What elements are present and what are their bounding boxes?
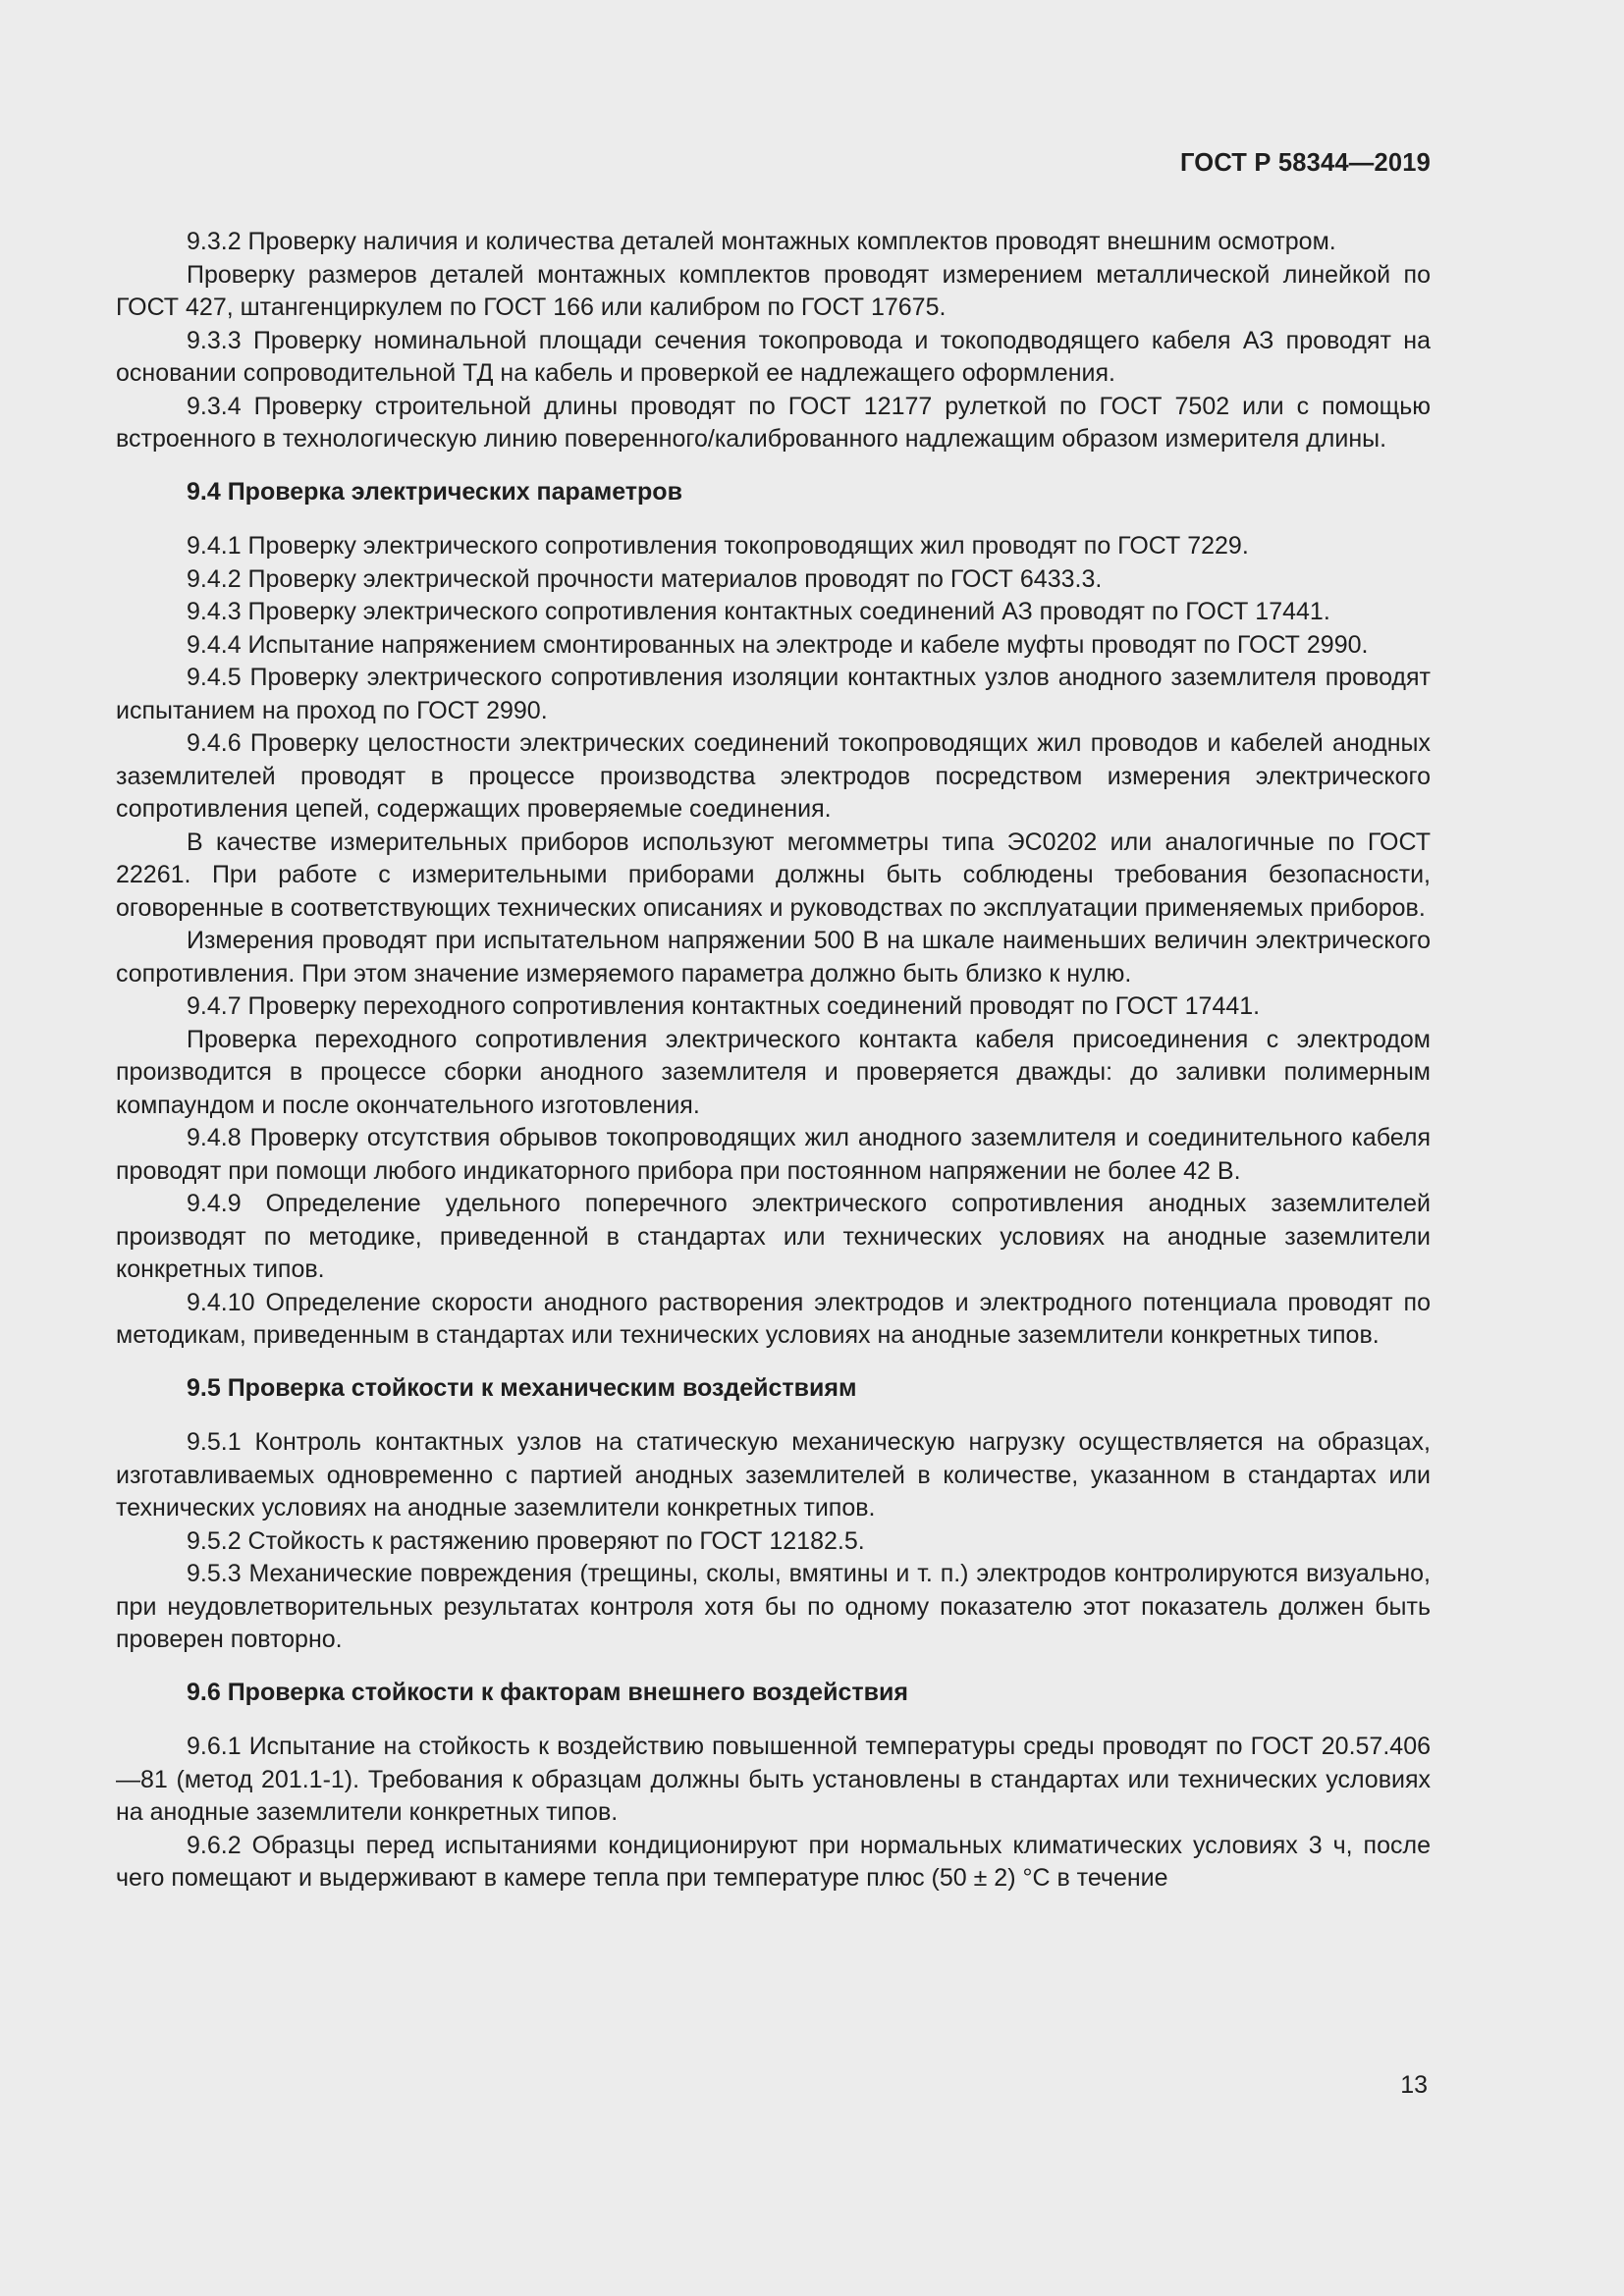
- paragraph-9-4-9: 9.4.9 Определение удельного поперечного электрического сопротивления анодных заземлителей производят по методике, приведенной в стандартах или технических условиях на анодные заземлители конкретных типов.: [116, 1190, 1431, 1283]
- paragraph-9-4-2: 9.4.2 Проверку электрической прочности материалов проводят по ГОСТ 6433.3.: [187, 564, 1103, 593]
- paragraph-9-4-4: 9.4.4 Испытание напряжением смонтированных на электроде и кабеле муфты проводят по ГОСТ 2990.: [187, 630, 1369, 659]
- paragraph-9-4-6-measurements: Измерения проводят при испытательном напряжении 500 В на шкале наименьших величин электрического сопротивления. При этом значение измеряемого параметра должно быть близко к нулю.: [116, 927, 1431, 988]
- paragraph-9-6-1: 9.6.1 Испытание на стойкость к воздействию повышенной температуры среды проводят по ГОСТ 20.57.406—81 (метод 201.1-1). Требования к образцам должны быть установлены в стандартах или технических условиях на анодные заземлители конкретных типов.: [116, 1733, 1431, 1826]
- paragraph-9-5-2: 9.5.2 Стойкость к растяжению проверяют по ГОСТ 12182.5.: [187, 1526, 865, 1555]
- paragraph-9-4-7: 9.4.7 Проверку переходного сопротивления контактных соединений проводят по ГОСТ 17441.: [187, 992, 1261, 1020]
- page-content: [116, 226, 1431, 1896]
- paragraph-9-3-2: 9.3.2 Проверку наличия и количества деталей монтажных комплектов проводят внешним осмотром.: [187, 228, 1336, 255]
- section-heading-9-6: 9.6 Проверка стойкости к факторам внешнего воздействия: [187, 1678, 908, 1706]
- section-heading-9-5: 9.5 Проверка стойкости к механическим воздействиям: [187, 1373, 857, 1402]
- paragraph-9-3-3: 9.3.3 Проверку номинальной площади сечения токопровода и токоподводящего кабеля АЗ проводят на основании сопроводительной ТД на кабель и проверкой ее надлежащего оформления.: [116, 326, 1431, 387]
- paragraph-9-5-3: 9.5.3 Механические повреждения (трещины, сколы, вмятины и т. п.) электродов контролируются визуально, при неудовлетворительных результатах контроля хотя бы по одному показателю этот показатель должен быть проверен повторно.: [116, 1560, 1431, 1653]
- paragraph-9-4-7-contact: Проверка переходного сопротивления электрического контакта кабеля присоединения с электродом производится в процессе сборки анодного заземлителя и проверяется дважды: до заливки полимерным компаундом и после окончательного изготовления.: [116, 1025, 1431, 1119]
- paragraph-9-4-8: 9.4.8 Проверку отсутствия обрывов токопроводящих жил анодного заземлителя и соединительного кабеля проводят при помощи любого индикаторного прибора при постоянном напряжении не более 42 В.: [116, 1124, 1431, 1185]
- paragraph-9-3-2-measure: Проверку размеров деталей монтажных комплектов проводят измерением металлической линейкой по ГОСТ 427, штангенциркулем по ГОСТ 166 или калибром по ГОСТ 17675.: [116, 260, 1431, 321]
- paragraph-9-4-6-instruments: В качестве измерительных приборов используют мегомметры типа ЭС0202 или аналогичные по ГОСТ 22261. При работе с измерительными приборами должны быть соблюдены требования безопасности, оговоренные в соответствующих технических описаниях и руководствах по эксплуатации применяемых приборов.: [116, 828, 1431, 922]
- paragraph-9-4-5: 9.4.5 Проверку электрического сопротивления изоляции контактных узлов анодного заземлителя проводят испытанием на проход по ГОСТ 2990.: [116, 664, 1431, 724]
- paragraph-9-4-1: 9.4.1 Проверку электрического сопротивления токопроводящих жил проводят по ГОСТ 7229.: [187, 532, 1249, 560]
- paragraph-9-3-4: 9.3.4 Проверку строительной длины проводят по ГОСТ 12177 рулеткой по ГОСТ 7502 или с помощью встроенного в технологическую линию поверенного/калиброванного надлежащим образом измерителя длины.: [116, 392, 1431, 453]
- paragraph-9-4-3: 9.4.3 Проверку электрического сопротивления контактных соединений АЗ проводят по ГОСТ 17441.: [187, 598, 1330, 625]
- page-number: 13: [1400, 2071, 1428, 2099]
- section-heading-9-4: 9.4 Проверка электрических параметров: [187, 477, 682, 506]
- paragraph-9-6-2: 9.6.2 Образцы перед испытаниями кондиционируют при нормальных климатических условиях 3 ч, после чего помещают и выдерживают в камере тепла при температуре плюс (50 ± 2) °С в течение: [116, 1831, 1431, 1892]
- paragraph-9-4-10: 9.4.10 Определение скорости анодного растворения электродов и электродного потенциала проводят по методикам, приведенным в стандартах или технических условиях на анодные заземлители конкретных типов.: [116, 1288, 1431, 1349]
- paragraph-9-4-6: 9.4.6 Проверку целостности электрических соединений токопроводящих жил проводов и кабелей анодных заземлителей проводят в процессе производства электродов посредством измерения электрического сопротивления цепей, содержащих проверяемые соединения.: [116, 729, 1431, 823]
- paragraph-9-5-1: 9.5.1 Контроль контактных узлов на статическую механическую нагрузку осуществляется на образцах, изготавливаемых одновременно с партией анодных заземлителей в количестве, указанном в стандартах или технических условиях на анодные заземлители конкретных типов.: [116, 1428, 1431, 1522]
- standard-designation: ГОСТ Р 58344—2019: [1179, 149, 1431, 177]
